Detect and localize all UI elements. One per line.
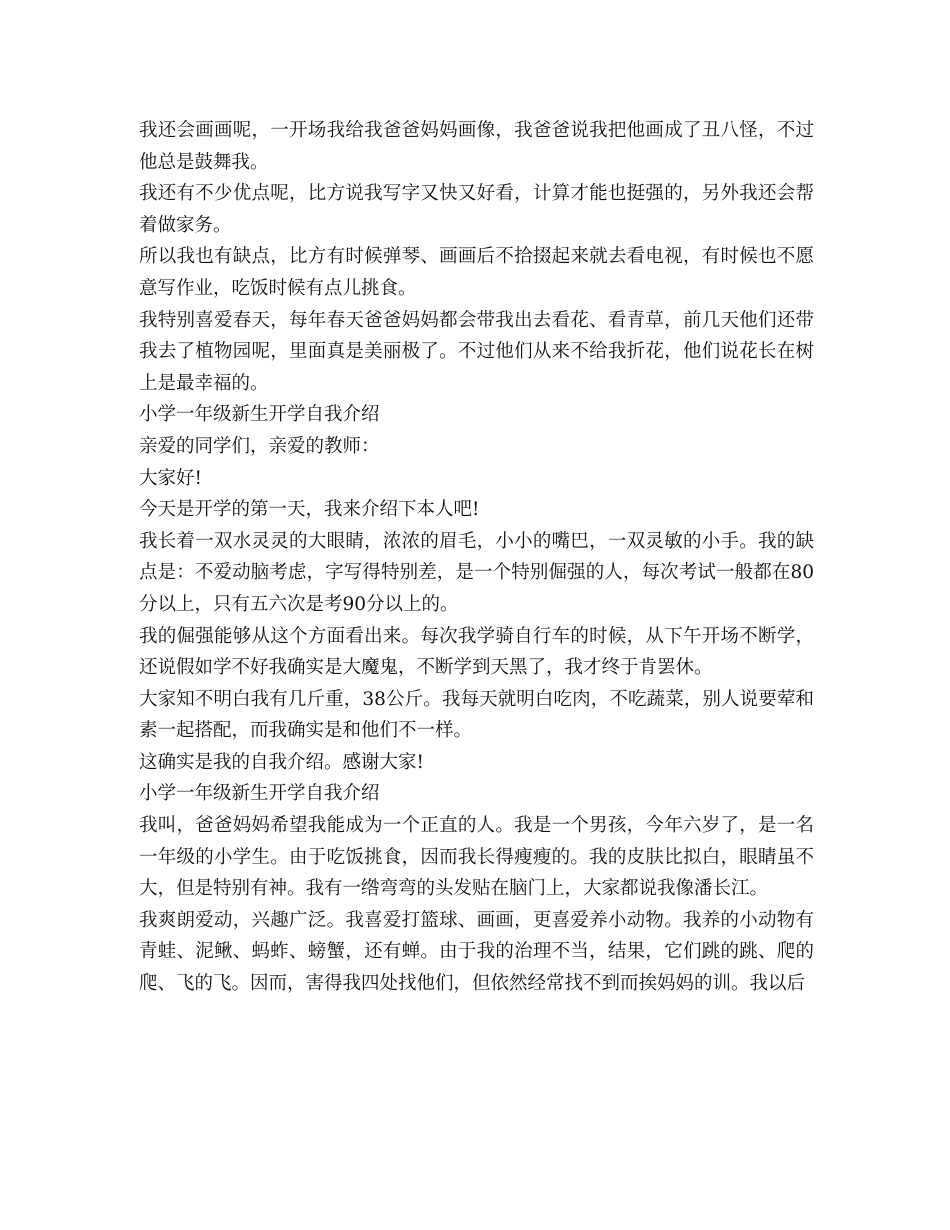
paragraph-hobbies: 我爽朗爱动，兴趣广泛。我喜爱打篮球、画画，更喜爱养小动物。我养的小动物有青蛙、泥鳅、蚂蚱、螃蟹，还有蝉。由于我的治理不当，结果，它们跳的跳、爬的爬、飞的飞。因而，害得我四处找他们，但依然经常找不到而挨妈妈的训。我以后	[139, 909, 814, 995]
paragraph-intro: 今天是开学的第一天，我来介绍下本人吧!	[139, 499, 480, 521]
paragraph-appearance: 我长着一双水灵灵的大眼睛，浓浓的眉毛，小小的嘴巴，一双灵敏的小手。我的缺点是：不爱动脑考虑，字写得特别差，是一个特别倔强的人，每次考试一般都在80分以上，只有五六次是考90分以上的。	[139, 530, 814, 615]
paragraph-spring: 我特别喜爱春天，每年春天爸爸妈妈都会带我出去看花、看青草，前几天他们还带我去了植物园呢，里面真是美丽极了。不过他们从来不给我折花，他们说花长在树上是最幸福的。	[139, 309, 814, 394]
section-heading-2: 小学一年级新生开学自我介绍	[139, 783, 380, 805]
paragraph-self-description: 我叫，爸爸妈妈希望我能成为一个正直的人。我是一个男孩，今年六岁了，是一名一年级的小学生。由于吃饭挑食，因而我长得瘦瘦的。我的皮肤比拟白，眼睛虽不大，但是特别有神。我有一绺弯弯的头发贴在脑门上，大家都说我像潘长江。	[139, 815, 814, 900]
paragraph-strengths: 我还有不少优点呢，比方说我写字又快又好看，计算才能也挺强的，另外我还会帮着做家务。	[139, 183, 814, 236]
section-heading-1: 小学一年级新生开学自我介绍	[139, 404, 380, 426]
greeting-salutation: 亲爱的同学们，亲爱的教师：	[139, 435, 380, 457]
paragraph-drawing: 我还会画画呢，一开场我给我爸爸妈妈画像，我爸爸说我把他画成了丑八怪，不过他总是鼓舞我。	[139, 120, 814, 173]
paragraph-stubborn: 我的倔强能够从这个方面看出来。每次我学骑自行车的时候，从下午开场不断学，还说假如学不好我确实是大魔鬼，不断学到天黑了，我才终于肯罢休。	[139, 625, 814, 679]
document-body	[139, 115, 814, 1000]
greeting-hello: 大家好!	[139, 467, 202, 489]
paragraph-weaknesses: 所以我也有缺点，比方有时候弹琴、画画后不拾掇起来就去看电视，有时候也不愿意写作业，吃饭时候有点儿挑食。	[139, 246, 814, 299]
paragraph-weight: 大家知不明白我有几斤重，38公斤。我每天就明白吃肉，不吃蔬菜，别人说要荤和素一起搭配，而我确实是和他们不一样。	[139, 688, 814, 742]
paragraph-closing: 这确实是我的自我介绍。感谢大家!	[139, 751, 424, 773]
